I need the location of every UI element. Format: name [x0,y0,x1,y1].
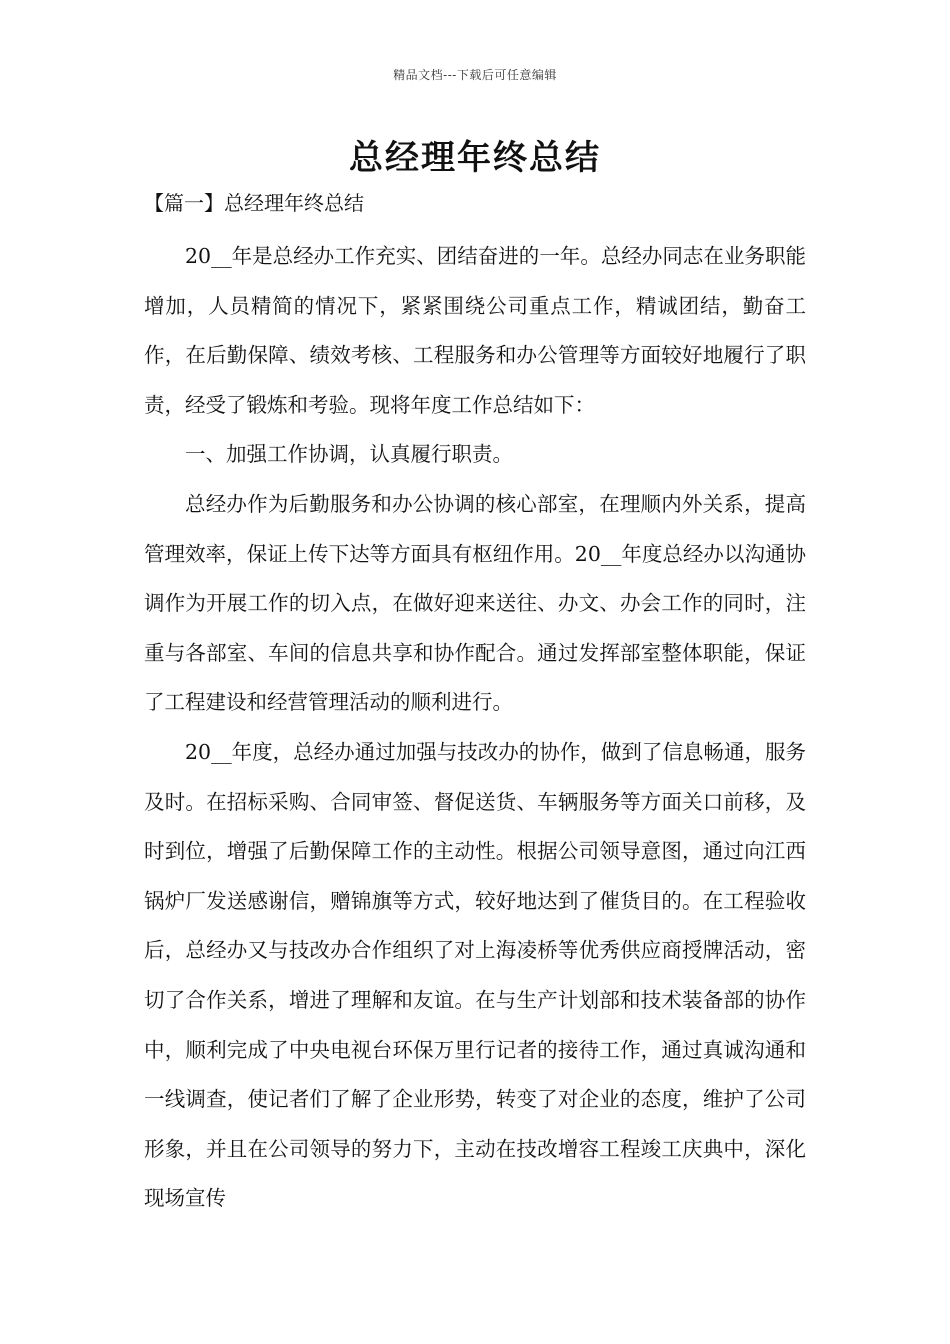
paragraph-subheading: 一、加强工作协调，认真履行职责。 [185,442,513,467]
paragraph-coordination: 总经办作为后勤服务和办公协调的核心部室，在理顺内外关系，提高管理效率，保证上传下达等方面具有枢纽作用。20__年度总经办以沟通协调作为开展工作的切入点，在做好迎来送往、办文、办会工作的同时，注重与各部室、车间的信息共享和协作配合。通过发挥部室整体职能，保证了工程建设和经营管理活动的顺利进行。 [144,491,806,715]
section-heading: 【篇一】总经理年终总结 [144,191,364,215]
header-note: 精品文档---下载后可任意编辑 [393,68,557,82]
body-text [144,232,806,1224]
paragraph-collaboration: 20__年度，总经办通过加强与技改办的协作，做到了信息畅通，服务及时。在招标采购、合同审签、督促送货、车辆服务等方面关口前移，及时到位，增强了后勤保障工作的主动性。根据公司领导意图，通过向江西锅炉厂发送感谢信，赠锦旗等方式，较好地达到了催货目的。在工程验收后，总经办又与技改办合作组织了对上海凌桥等优秀供应商授牌活动，密切了合作关系，增进了理解和友谊。在与生产计划部和技术装备部的协作中，顺利完成了中央电视台环保万里行记者的接待工作，通过真诚沟通和一线调查，使记者们了解了企业形势，转变了对企业的态度，维护了公司形象，并且在公司领导的努力下，主动在技改增容工程竣工庆典中，深化现场宣传 [144,739,806,1211]
paragraph-intro: 20__年是总经办工作充实、团结奋进的一年。总经办同志在业务职能增加，人员精简的情况下，紧紧围绕公司重点工作，精诚团结，勤奋工作，在后勤保障、绩效考核、工程服务和办公管理等方面较好地履行了职责，经受了锻炼和考验。现将年度工作总结如下： [144,244,806,417]
document-title: 总经理年终总结 [349,138,601,178]
